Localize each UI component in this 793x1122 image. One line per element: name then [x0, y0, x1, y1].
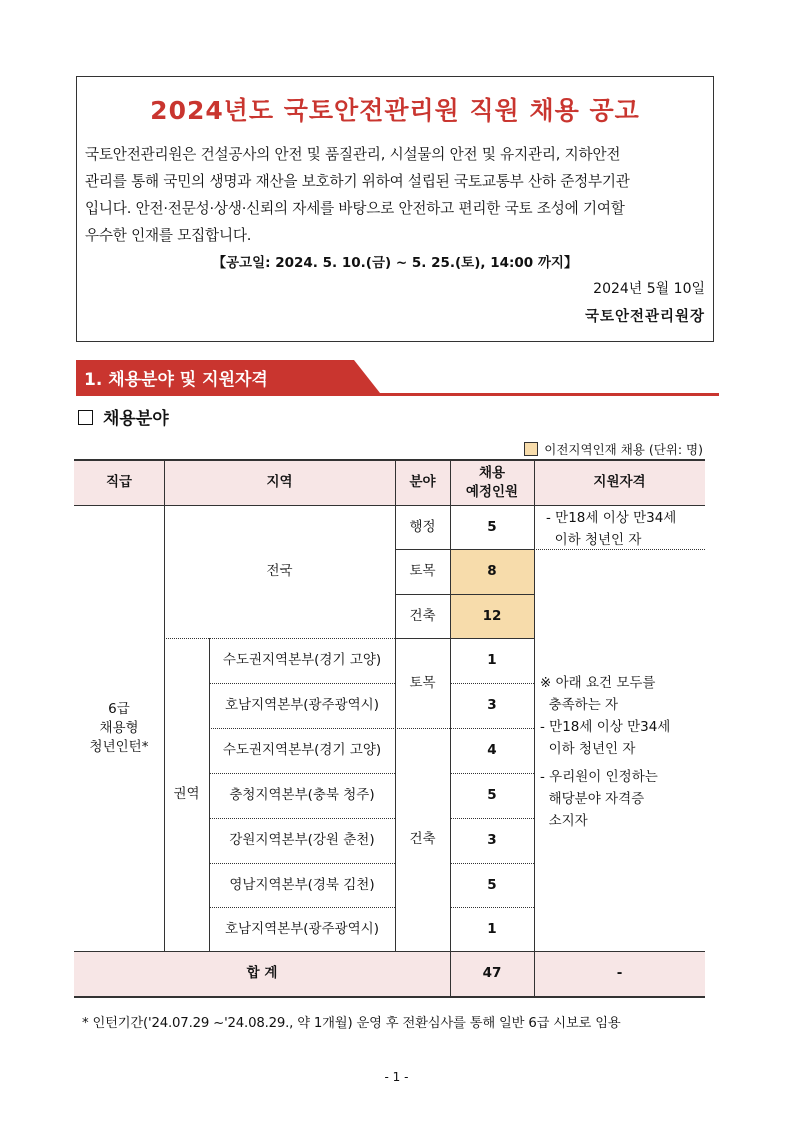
- checkbox-icon: [78, 410, 93, 425]
- grade-line: 청년인턴*: [89, 738, 149, 755]
- region-name: 호남지역본부(광주광역시): [225, 697, 379, 713]
- region-name: 수도권지역본부(경기 고양): [222, 652, 382, 668]
- section-title: 1. 채용분야 및 지원자격: [84, 370, 268, 390]
- legend-swatch: [524, 442, 538, 456]
- subsection-title: 채용분야: [103, 409, 169, 429]
- count-cell: 3: [487, 697, 497, 713]
- section-header: [76, 360, 719, 398]
- region-name: 영남지역본부(경북 김천): [229, 876, 375, 893]
- field-civil-regional: 토목: [409, 674, 436, 691]
- count-cell-highlight: 8: [450, 549, 534, 594]
- count-cell: 5: [487, 876, 497, 893]
- count-cell: 4: [487, 742, 497, 758]
- count-cell: 3: [487, 832, 497, 848]
- notice-title: 2024년도 국토안전관리원 직원 채용 공고: [150, 96, 640, 125]
- qualification-general: - 만18세 이상 만34세 이하 청년인 자: [546, 510, 677, 548]
- field-architecture: 건축: [409, 607, 436, 624]
- header-region: 지역: [164, 460, 395, 505]
- count-cell: 1: [487, 920, 497, 937]
- total-label: 합 계: [74, 951, 450, 996]
- count-cell: 5: [487, 518, 497, 535]
- region-nationwide: 전국: [266, 563, 293, 579]
- grade-line: 6급: [108, 700, 130, 717]
- page-number: - 1 -: [384, 1070, 409, 1084]
- notice-date: 2024년 5월 10일: [593, 281, 705, 297]
- total-qualification: -: [534, 951, 705, 996]
- count-cell: 5: [487, 787, 497, 803]
- header-qualification: 지원자격: [534, 460, 705, 505]
- header-count-line2: 예정인원: [465, 483, 519, 500]
- region-regional: 권역: [173, 786, 200, 802]
- legend-label: 이전지역인재 채용 (단위: 명): [544, 442, 703, 457]
- notice-body-line: 입니다. 안전·전문성·상생·신뢰의 자세를 바탕으로 안전하고 편리한 국토 조성에 기여할: [85, 200, 625, 217]
- qualification-special: ※ 아래 요건 모두를 충족하는 자 - 만18세 이상 만34세 이하 청년인 자 - 우리원이 인정하는 해당분야 자격증 소지자: [540, 675, 671, 829]
- subsection-heading: [78, 404, 169, 429]
- legend: [524, 440, 703, 458]
- count-cell: 1: [487, 652, 497, 668]
- header-count: [450, 460, 534, 505]
- footnote: * 인턴기간('24.07.29 ~'24.08.29., 약 1개월) 운영 후 전환심사를 통해 일반 6급 시보로 임용: [82, 1016, 621, 1031]
- grade-line: 채용형: [99, 719, 139, 736]
- count-cell-highlight: 12: [450, 594, 534, 638]
- notice-body: [85, 141, 709, 249]
- region-name: 호남지역본부(광주광역시): [225, 920, 379, 937]
- field-civil: 토목: [409, 563, 436, 579]
- grade-cell: [74, 505, 164, 951]
- region-name: 충청지역본부(충북 청주): [229, 787, 375, 803]
- total-count: 47: [450, 951, 534, 996]
- field-admin: 행정: [409, 518, 436, 535]
- notice-body-line: 국토안전관리원은 건설공사의 안전 및 품질관리, 시설물의 안전 및 유지관리, 지하안전: [85, 146, 621, 163]
- header-field: 분야: [395, 460, 450, 505]
- notice-signature: 국토안전관리원장: [584, 309, 705, 325]
- notice-body-line: 우수한 인재를 모집합니다.: [85, 227, 252, 244]
- notice-box: [76, 76, 714, 342]
- notice-period: 【공고일: 2024. 5. 10.(금) ~ 5. 25.(토), 14:00 까지】: [212, 255, 578, 271]
- region-name: 수도권지역본부(경기 고양): [222, 742, 382, 758]
- header-grade: 직급: [74, 460, 164, 505]
- notice-body-line: 관리를 통해 국민의 생명과 재산을 보호하기 위하여 설립된 국토교통부 산하 준정부기관: [85, 173, 630, 190]
- field-architecture-regional: 건축: [409, 831, 436, 847]
- header-count-line1: 채용: [478, 464, 506, 481]
- region-name: 강원지역본부(강원 춘천): [229, 832, 375, 848]
